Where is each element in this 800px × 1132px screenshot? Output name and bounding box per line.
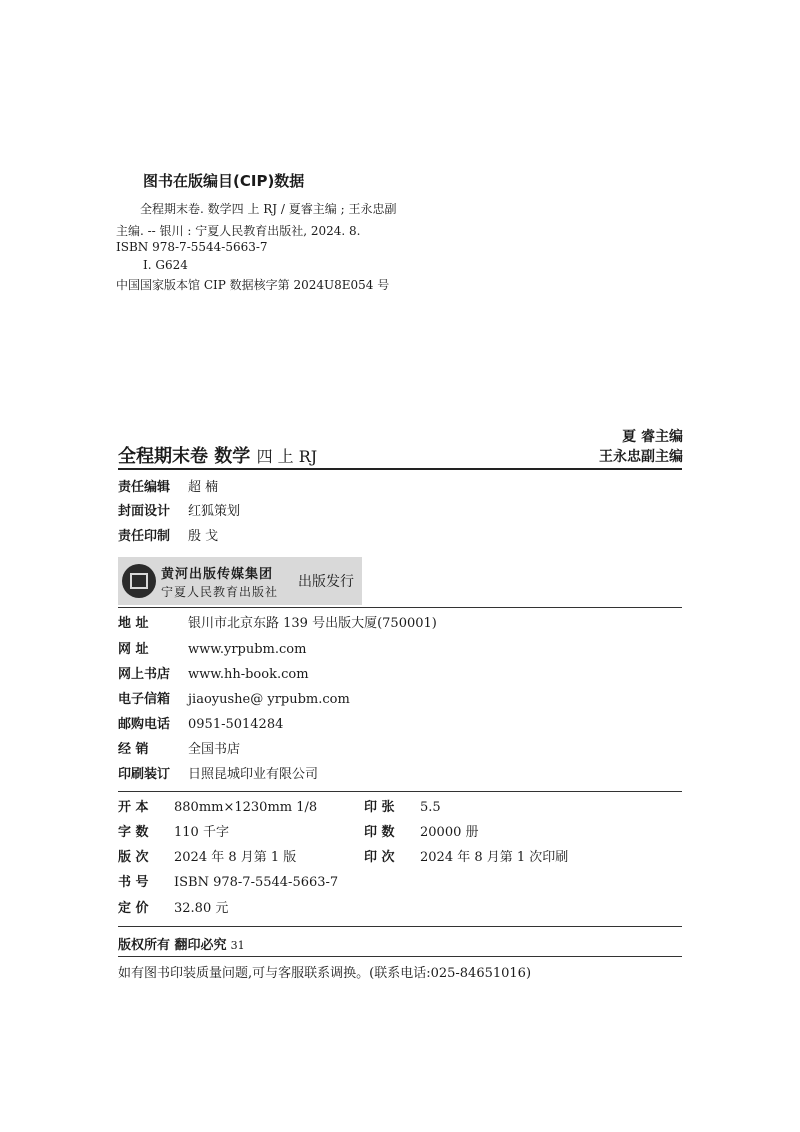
spec-row	[118, 798, 317, 818]
staff-row	[118, 478, 218, 498]
spec-value: 2024 年 8 月第 1 版	[174, 850, 297, 865]
book-title-main: 全程期末卷 数学	[118, 446, 251, 467]
publisher-logo-icon	[122, 564, 156, 598]
contact-value: jiaoyushe@ yrpubm.com	[188, 692, 350, 707]
contact-label: 印刷装订	[118, 767, 171, 782]
contact-row	[118, 665, 309, 685]
spec-row	[118, 899, 228, 919]
spec-row	[364, 848, 568, 868]
spec-row	[118, 823, 229, 843]
spec-value: 880mm×1230mm 1/8	[174, 800, 318, 815]
contact-label: 电子信箱	[118, 692, 171, 707]
divider	[118, 468, 682, 470]
spec-value: 32.80 元	[174, 901, 229, 916]
contact-row	[118, 765, 318, 785]
copyright-text: 版权所有 翻印必究	[118, 938, 227, 953]
spec-value: ISBN 978-7-5544-5663-7	[174, 875, 339, 890]
staff-value: 殷 戈	[188, 529, 219, 544]
spec-label: 定 价	[118, 901, 149, 916]
spec-label: 印 次	[364, 850, 395, 865]
spec-row	[118, 873, 338, 893]
copyright-line	[118, 934, 245, 953]
spec-label: 书 号	[118, 875, 149, 890]
spec-label: 版 次	[118, 850, 149, 865]
staff-row	[118, 527, 218, 547]
contact-label: 网 址	[118, 642, 149, 657]
contact-value: 银川市北京东路 139 号出版大厦(750001)	[188, 616, 437, 631]
spec-value: 2024 年 8 月第 1 次印刷	[420, 850, 569, 865]
contact-row	[118, 690, 350, 710]
spec-label: 印 张	[364, 800, 395, 815]
contact-value: www.hh-book.com	[188, 667, 309, 682]
deputy-editor: 王永忠副主编	[599, 449, 683, 465]
staff-value: 红狐策划	[188, 504, 241, 519]
publisher-role: 出版发行	[298, 574, 354, 590]
spec-value: 20000 册	[420, 825, 479, 840]
spec-label: 印 数	[364, 825, 395, 840]
staff-label: 封面设计	[118, 504, 171, 519]
spec-row	[364, 823, 479, 843]
publisher-group: 黄河出版传媒集团	[161, 567, 274, 582]
divider	[118, 926, 682, 927]
spec-value: 110 千字	[174, 825, 229, 840]
cip-line: 主编. -- 银川 : 宁夏人民教育出版社, 2024. 8.	[116, 224, 361, 238]
publisher-name: 宁夏人民教育出版社	[161, 585, 279, 599]
staff-label: 责任印制	[118, 529, 171, 544]
divider	[118, 956, 682, 957]
staff-label: 责任编辑	[118, 480, 171, 495]
spec-row	[118, 848, 296, 868]
contact-row	[118, 640, 306, 660]
contact-label: 网上书店	[118, 667, 171, 682]
cip-title: 图书在版编目(CIP)数据	[143, 172, 305, 190]
cip-line: ISBN 978-7-5544-5663-7	[116, 240, 268, 254]
publisher-logo-block	[118, 557, 362, 605]
contact-value: www.yrpubm.com	[188, 642, 307, 657]
copyright-num: 31	[230, 939, 245, 952]
contact-row	[118, 614, 437, 634]
spec-label: 开 本	[118, 800, 149, 815]
divider	[118, 791, 682, 792]
spec-value: 5.5	[420, 800, 441, 815]
spec-row	[364, 798, 441, 818]
contact-label: 邮购电话	[118, 717, 171, 732]
contact-label: 经 销	[118, 742, 149, 757]
divider	[118, 607, 682, 608]
contact-label: 地 址	[118, 616, 149, 631]
contact-value: 日照昆城印业有限公司	[188, 767, 319, 782]
cip-line: 全程期末卷. 数学四 上 RJ / 夏睿主编 ; 王永忠副	[140, 202, 397, 216]
contact-row	[118, 715, 283, 735]
contact-row	[118, 740, 240, 760]
staff-row	[118, 502, 240, 522]
cip-line: Ⅰ. G624	[143, 258, 188, 272]
contact-value: 0951-5014284	[188, 717, 284, 732]
spec-label: 字 数	[118, 825, 149, 840]
book-title	[118, 442, 317, 468]
chief-editor: 夏 睿主编	[622, 429, 683, 445]
contact-value: 全国书店	[188, 742, 241, 757]
staff-value: 超 楠	[188, 480, 219, 495]
quality-notice: 如有图书印装质量问题,可与客服联系调换。(联系电话:025-84651016)	[118, 966, 532, 981]
cip-line: 中国国家版本馆 CIP 数据核字第 2024U8E054 号	[116, 278, 390, 292]
book-title-sub: 四 上 RJ	[256, 447, 318, 466]
